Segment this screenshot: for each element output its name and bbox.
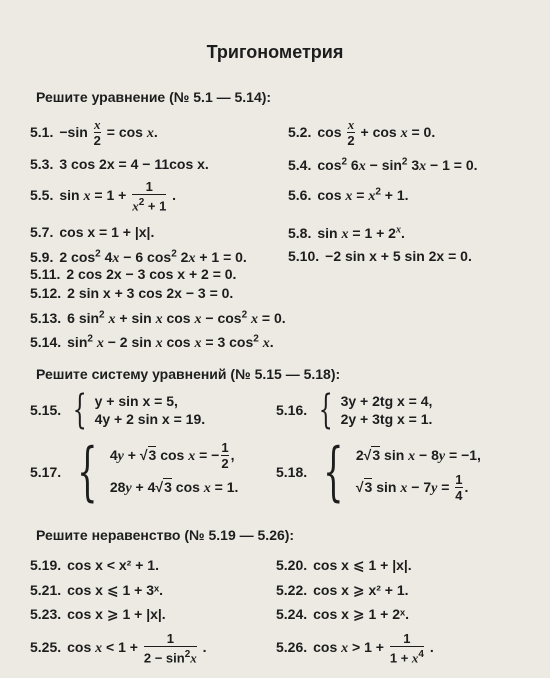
problem-5-8: 5.8. $\sin x = 1 + 2^x$. [288,224,405,242]
problem-5-1: 5.1. −sin $\frac{x}{2}$ = cos x. [30,117,158,148]
problem-5-14: 5.14. $\sin^2 x - 2$ sin x cos x = 3 $\cos^2 x$. [30,333,274,351]
problem-5-12: 5.12. 2 sin x + 3 cos 2x − 3 = 0. [30,285,234,301]
problem-5-16: 5.16. { 3y + 2tg x = 4, 2y + 3tg x = 1. [276,387,433,433]
page-title: Тригонометрия [206,42,344,62]
problem-5-10: 5.10. −2 sin x + 5 sin 2x = 0. [288,248,472,264]
problem-5-5: 5.5. sin x = 1 + $\frac{1}{x^2 + 1}$ . [30,179,177,214]
problem-5-19: 5.19. cos x < x² + 1. [30,557,159,573]
section-heading-systems: Решите систему уравнений (№ 5.15 — 5.18): [36,366,341,382]
problem-5-3: 5.3. 3 cos 2x = 4 − 11cos x. [30,156,209,172]
problem-5-20: 5.20. cos x ⩽ 1 + |x|. [276,557,412,573]
section-heading-inequalities: Решите неравенство (№ 5.19 — 5.26): [36,527,295,543]
problem-5-6: 5.6. $\cos x = x^2 + 1$. [288,186,409,204]
problem-5-13: 5.13. 6 $\sin^2 x + \sin x$ $\cos x - \cos^2 x = 0$. [30,309,286,327]
problem-5-2: 5.2. cos $\frac{x}{2}$ + cos x = 0. [288,117,436,148]
problem-5-9: 5.9. 2 $\cos^2 4x - 6$ $\cos^2 2x + 1 = 0$. [30,248,247,266]
problem-5-24: 5.24. cos x ⩾ 1 + 2ˣ. [276,606,409,622]
problem-5-7: 5.7. cos x = 1 + |x|. [30,224,155,240]
problem-5-22: 5.22. cos x ⩾ x² + 1. [276,582,409,598]
problem-5-18: 5.18. { 2√3 sin x − 8y = −1, √3 sin x − 7y = $\frac{1}{4}$ . [276,435,481,509]
problem-5-25: 5.25. cos x < 1 + $\frac{1}{2 - \sin^2x}$ . [30,631,207,666]
problem-5-17: 5.17. { 4y + √3 cos x = − $\frac{1}{2}$ , 28y + 4√3 cos x = 1. [30,435,239,509]
problem-5-23: 5.23. cos x ⩾ 1 + |x|. [30,606,166,622]
section-heading-equations: Решите уравнение (№ 5.1 — 5.14): [36,89,272,105]
problem-5-15: 5.15. { y + sin x = 5, 4y + 2 sin x = 19. [30,387,206,433]
problem-5-26: 5.26. cos x > 1 + $\frac{1}{1 + x^4}$ . [276,631,434,666]
problem-5-4: 5.4. $\cos^2 6x - \sin^2 3x - 1 = 0$. [288,156,478,174]
problem-5-11: 5.11. 2 cos 2x − 3 cos x + 2 = 0. [30,266,237,282]
problem-5-21: 5.21. cos x ⩽ 1 + 3ˣ. [30,582,163,598]
